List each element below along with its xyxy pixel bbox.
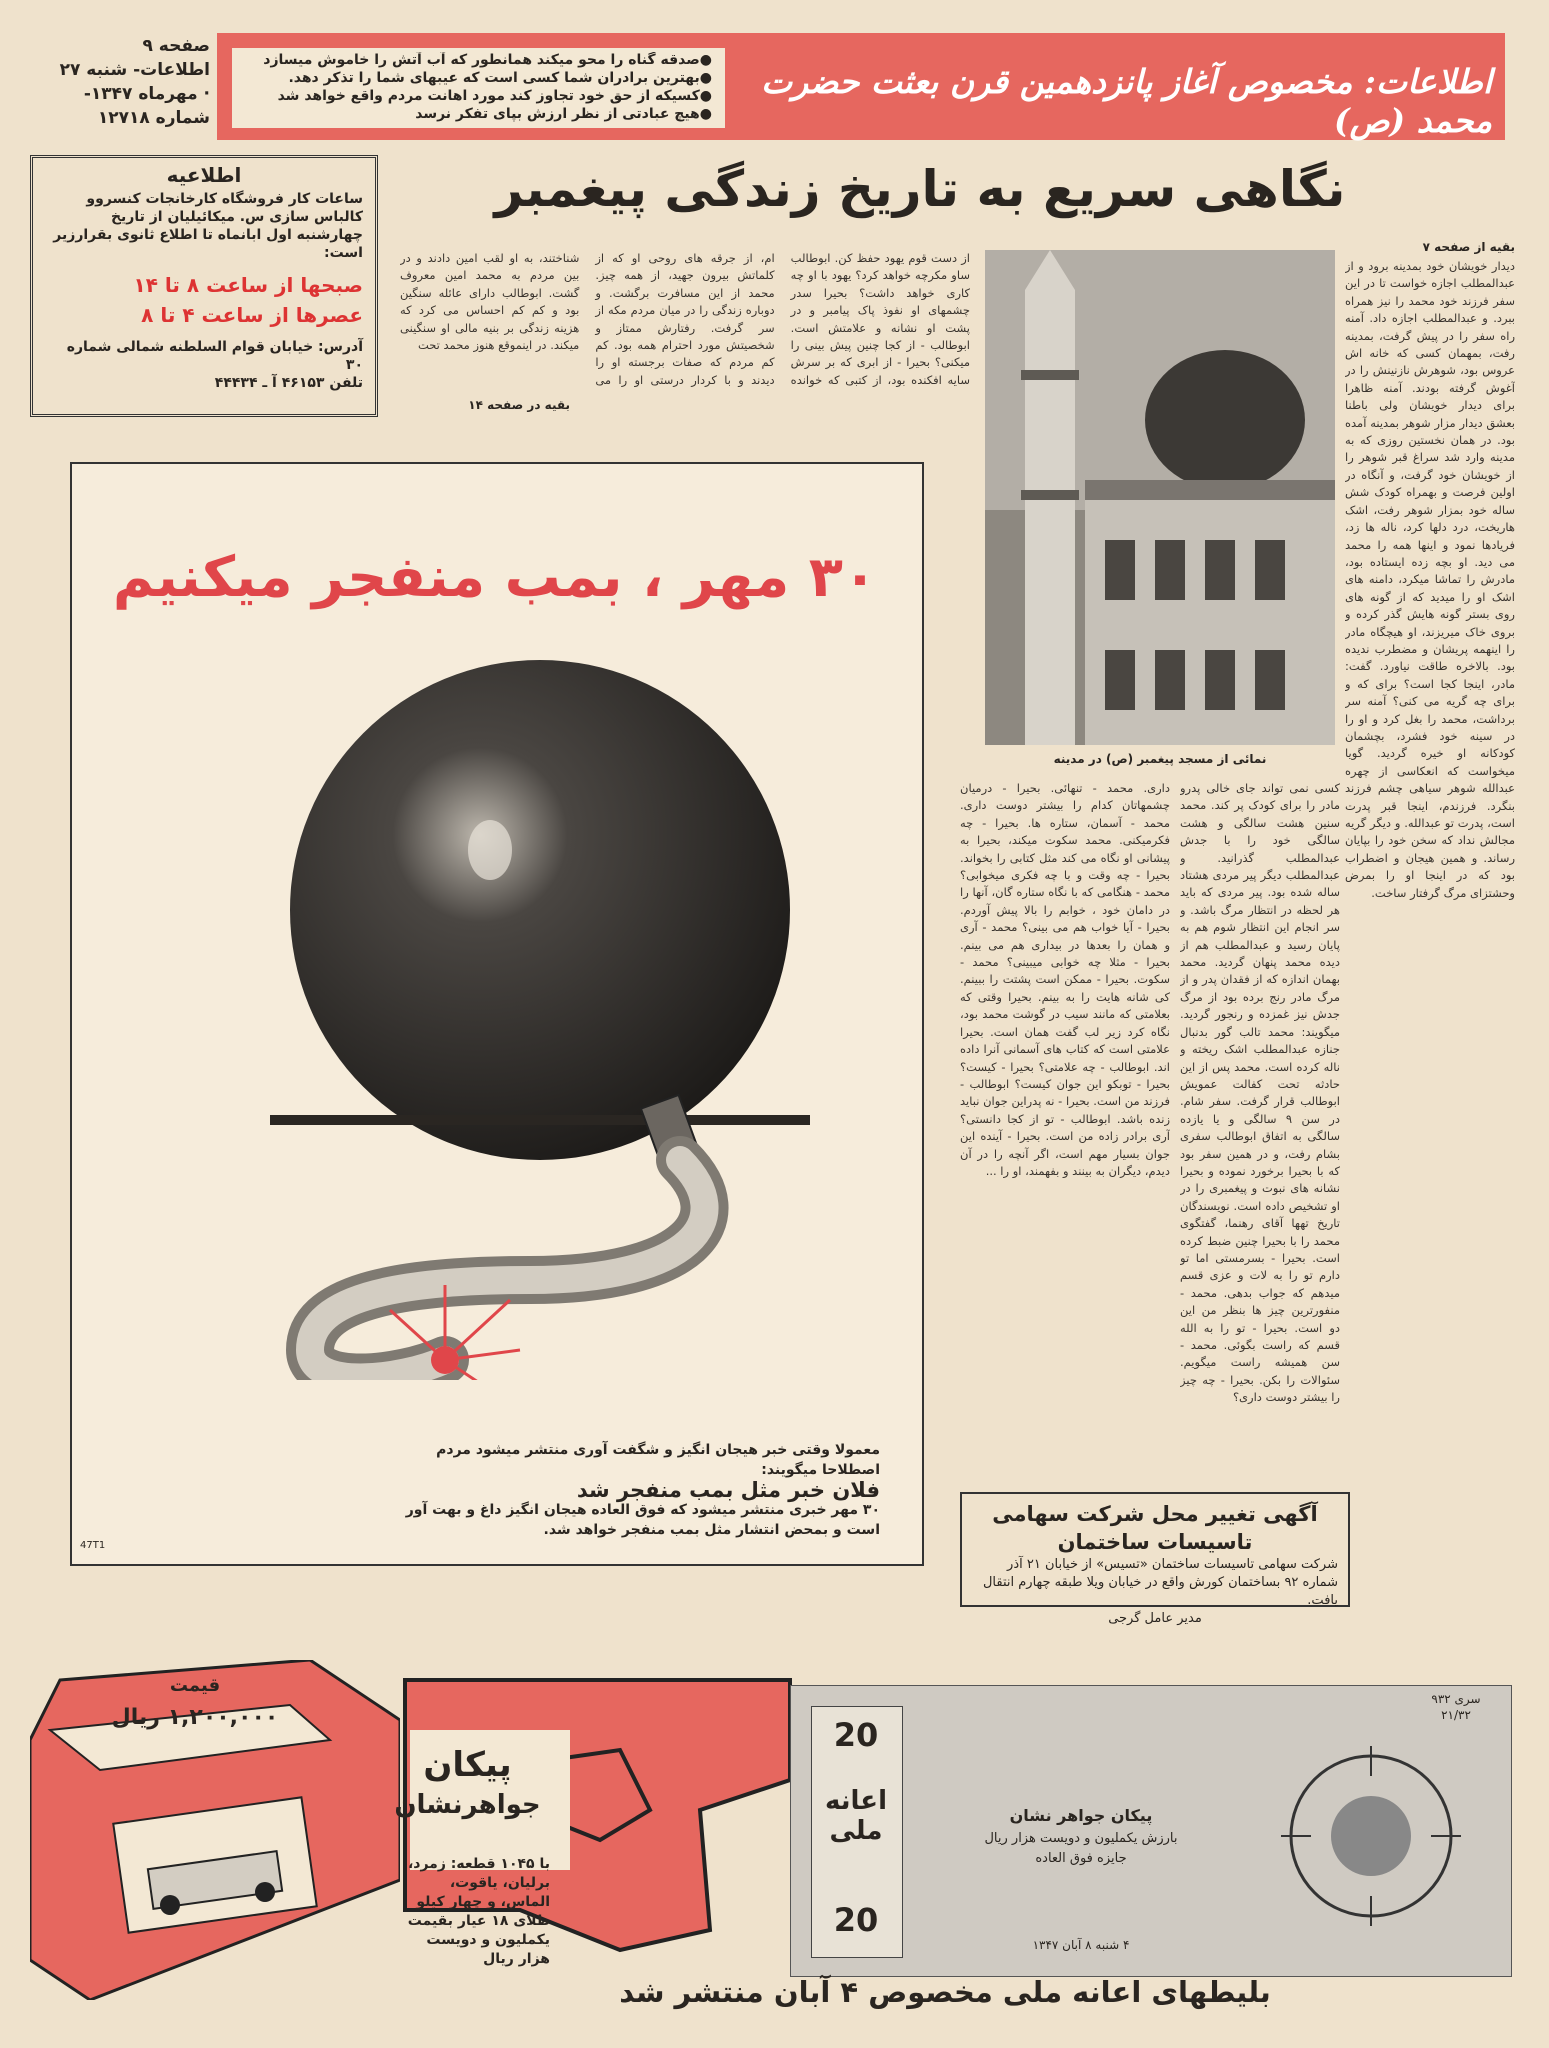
lottery-title-side: اعانه ملی [825,1786,887,1846]
bomb-ad-title: ۳۰ مهر ، بمب منفجر میکنیم [112,545,878,610]
lottery-announcement: بلیطهای اعانه ملی مخصوص ۴ آبان منتشر شد [619,1975,1271,2009]
bomb-ad-headline: فلان خبر مثل بمب منفجر شد [576,1478,880,1502]
lottery-prize-line-2: بارزش یکملیون و دویست هزار ریال [984,1831,1178,1846]
article-column-2: از دست قوم یهود حفظ کن. ابوطالب ساو مکرچه خواهد کرد؟ یهود با او چه کاری خواهد داشت؟ بحیرا سدر چشمهای او نفوذ پاک پیامبر و در پشت او نشانه و علامتش است. ابوطالب - از کجا چنین پیش بینی را میکنی؟ بحیرا - از ابری که بر سرش سایه افکنده بود، از کتبی که خوانده ام، از جرقه های روحی او که از کلماتش بیرون جهید، از همه چیز. محمد از این مسافرت برگشت. و دوباره زندگی را در میان مردم مکه از سر گرفت. رفتارش ممتاز و شخصیتش مورد احترام همه بود. کم کم مردم که صفات برجسته او را دیدند و با کردار درستی او را می شناختند، به او لقب امین دادند و در بین مردم به محمد امین معروف گشت. ابوطالب دارای عائله سنگین بود و کم کم احساس می کرد که هزینه زندگی بر بنیه مالی او سنگینی میکند. در اینموقع هنوز محمد تحت [400,251,970,387]
lottery-emblem-icon [1261,1726,1481,1946]
bomb-icon [270,660,830,1380]
mosque-photo [985,250,1335,745]
quote-3: ● کسیکه از حق خود تجاوز کند مورد اهانت مردم واقع خواهد شد [242,88,712,104]
relocation-notice [960,1492,1350,1626]
notice-hours-morning: صبحها از ساعت ۸ تا ۱۴ [133,273,363,297]
article-column-4: داری. محمد - تنهائی. بحیرا - درمیان چشمهاتان کدام را بیشتر دوست داری. محمد - آسمان، ستاره ها. بحیرا - چه فکرمیکنی. محمد سکوت میکند، بحیرا به پیشانی او نگاه می کند مثل کتابی را بخواند. بحیرا - چه وقت و با چه فکری میخوابی؟ محمد - هنگامی که با نگاه ستاره گان، آنها را در دامان خود ، خوابم را بالا پیش آوردم. بحیرا - آیا خواب هم می بینی؟ محمد - آری و همان را بعدها در بیداری هم می بینم. بحیرا - مثلا چه خوابی میبینی؟ محمد - سکوت. بحیرا - ممکن است پشتت را ببینم. کی شانه هایت را به بینم. بحیرا وقتی که بعلامتی که مانند سیب در گوشت محمد بود، نگاه کرد زیر لب گفت همان است. بحیرا علامتی است که کتاب های آسمانی آنرا داده اند. ابوطالب - چه علامتی؟ بحیرا - کیست؟ بحیرا - توبکو این جوان کیست؟ ابوطالب - فرزند من است. بحیرا - نه پدراین جوان نباید زنده باشد. ابوطالب - تو از کجا دانستی؟ آری برادر زاده من است. بحیرا - آینده این جوان بسیار مهم است، اگر آنچه را در آن دیدم، دیگران به بینند و بفهمند، او را ... [960,781,1170,1178]
article-column-1: دیدار خویشان خود بمدینه برود و از عبدالمطلب اجازه خواست تا در این سفر فرزند خود محمد را نیز همراه ببرد. و عبدالمطلب اجازه داد. آمنه راه سفر را در پیش گرفت، بمدینه رفت، بمهمان کسی که خانه اش عروس بود، شوهرش نازنینش را در آغوش گرفته بودند. آمنه ظاهرا برای دیدار خویشان ولی باطنا بعشق دیدار مزار شوهر بمدینه آمده بود. در همان نخستین روزی که به مدینه وارد شد سراغ قبر شوهر را از خویشان خود گرفت، و آنگاه در اولین فرصت و بهمراه کودک شش ساله خود بمزار شوهر رفت، اشک هاریخت، درد دلها کرد، ناله ها زد، فریادها نمود و اینها همه را محمد می دید. او بچه زده ایستاده بود، مادرش را تماشا میکرد، دامنه های اشک او را میدید که از گونه های روی بستر گونه هایش گذر کرده و بروی خاک میریزند، او هیچگاه مادر را اینهمه پریشان و مضطرب ندیده بود. بالاخره طاقت نیاورد. گفت: مادر، اینجا کجا است؟ برای که و برای چه گریه می کنی؟ آمنه سر برداشت، محمد را بغل کرد و او را در سینه خود فشرد، بچشمان کودکانه او خیره گردید. گویا میخواست که انعکاسی از چهره عبدالله شوهر سیاهی چشم فرزند بنگرد. فرزندم، اینجا قبر پدرت است، پدرت تو عبدالله. و دیگر گریه مجالش نداد که سخن خود را بپایان رساند. و همین هیجان و اضطراب بود که در اینجا او را بمرض وحشتزای مرگ گرفتار ساخت. [1345,259,1515,900]
notice-address: آدرس: خیابان قوام السلطنه شمالی شماره ۳۰ [66,339,363,373]
page-info [20,34,210,130]
quote-1: ● صدقه گناه را محو میکند همانطور که آب آتش را خاموش میسازد [242,52,712,68]
quote-2: ● بهترین برادران شما کسی است که عیبهای شما را تذکر دهد. [242,70,712,86]
price-label: قیمت [169,1675,221,1696]
lottery-prize-line-3: جایزه فوق العاده [1035,1851,1127,1866]
peykan-description: با ۱۰۴۵ قطعه: زمرد، برلیان، یاقوت، الماس، و چهار کیلو طلای ۱۸ عیار بقیمت یکملیون و دویست هزار ریال [407,1856,550,1967]
article-column-3: کسی نمی تواند جای خالی پدرو مادر را برای کودک پر کند. محمد سنین هشت سالگی و هشت سالگی خود را با جدش عبدالمطلب گذرانید. و عبدالمطلب دیگر پیر مردی هشتاد ساله شده بود. پیر مردی که باید هر لحظه در انتظار مرگ باشد. و سر انجام این انتظار شوم هم به پایان رسید و عبدالمطلب هم از دیده محمد پنهان گردید. محمد بهمان اندازه که از فقدان پدر و از مرگ مادر رنج برده بود از مرگ جدش نیز غمزده و رنجور گردید. میگویند: محمد تالب گور بدنبال جنازه عبدالمطلب اشک ریخته و ناله کرده است. محمد پس از این حادثه تحت کفالت عمویش ابوطالب قرار گرفت. سفر شام. در سن ۹ سالگی و یا یازده سالگی به اتفاق ابوطالب سفری بشام رفت، و در همین سفر بود که با بحیرا برخورد نموده و بحیرا نشانه های نبوت و پیغمبری را در او تشخیص داده است. نویسندگان تاریخ تهها آقای رهنما، گفتگوی محمد را با بحیرا چنین ضبط کرده است. بحیرا - بسرمستی اما تو دارم تو را به لات و عزی قسم میدهم که جواب بدهی. محمد - منفورترین چیز ها بنظر من این دو است. بحیرا - تو را به الله قسم که راست بگوئی. محمد - سن همیشه راست میگویم. سئوالات را بکن. بحیرا - چه چیز را بیشتر دوست داری؟ [1180,781,1340,1405]
relocation-title: آگهی تغییر محل شرکت سهامی تاسیسات ساختمان [992,1502,1318,1554]
headline: نگاهی سریع به تاریخ زندگی پیغمبر [494,160,1346,218]
mosque-photo-drawing [985,250,1335,745]
photo-caption: نمائی از مسجد پیغمبر (ص) در مدینه [1053,752,1267,766]
relocation-body: شرکت سهامی تاسیسات ساختمان «تسیس» از خیابان ۲۱ آذر شماره ۹۲ بساختمان کورش واقع در خیابان ویلا طبقه چهارم انتقال یافت. [982,1557,1338,1608]
notice-body: ساعات کار فروشگاه کارخانجات کنسروو کالباس سازی س. میکائیلیان از تاریخ چهارشنبه اول ابانماه تا اطلاع ثانوی بقرارزیر است: [53,191,363,261]
bomb-ad-text [400,1440,880,1540]
notice-hours [45,270,363,330]
bomb-ad-line-2: ۳۰ مهر خبری منتشر میشود که فوق العاده هیجان انگیز داغ و بهت آور است و بمحض انتشار مثل بمب منفجر خواهد شد. [405,1502,880,1538]
bomb-ad-code: 47T1 [80,1540,106,1551]
notice-hours-evening: عصرها از ساعت ۴ تا ۸ [141,303,363,327]
lottery-tickets [790,1685,1512,1977]
lottery-fraction: ۲۱/۳۲ [1441,1708,1471,1722]
lottery-prize-line-1: پیکان جواهر نشان [1009,1806,1153,1825]
lottery-date: ۴ شنبه ۸ آبان ۱۳۴۷ [1032,1938,1130,1952]
issue-number: شماره ۱۲۷۱۸ [97,108,210,128]
notice-box [30,155,378,417]
peykan-sub: جواهرنشان [394,1790,541,1820]
page-label: صفحه ۹ [142,36,210,56]
lottery-number-bottom: 20 [833,1901,879,1939]
date: · مهرماه ۱۳۴۷- [83,84,210,104]
continued-from: بقیه از صفحه ۷ [1422,240,1515,254]
notice-phone: تلفن ۴۶۱۵۳ آ ـ ۴۴۴۳۴ [214,375,363,391]
continued-on: بقیه در صفحه ۱۴ [468,398,570,412]
notice-title: اطلاعیه [166,163,242,187]
banner-title: اطلاعات: مخصوص آغاز پانزدهمین قرن بعثت حضرت محمد (ص) [761,62,1492,140]
relocation-signature: مدیر عامل گرجی [1108,1611,1202,1626]
lottery-series: سری ۹۳۲ [1431,1692,1481,1706]
bomb-illustration [270,660,830,1380]
peykan-brand: پیکان [423,1745,512,1785]
edition: اطلاعات- شنبه ۲۷ [59,60,210,80]
lottery-number-top: 20 [833,1716,879,1754]
quote-4: ● هیچ عبادتی از نظر ارزش بپای تفکر نرسد [242,106,712,122]
price-value: ۱,۲۰۰,۰۰۰ ریال [111,1705,279,1730]
bomb-ad-line-1: معمولا وقتی خبر هیجان انگیز و شگفت آوری منتشر میشود مردم اصطلاحا میگویند: [436,1442,880,1478]
